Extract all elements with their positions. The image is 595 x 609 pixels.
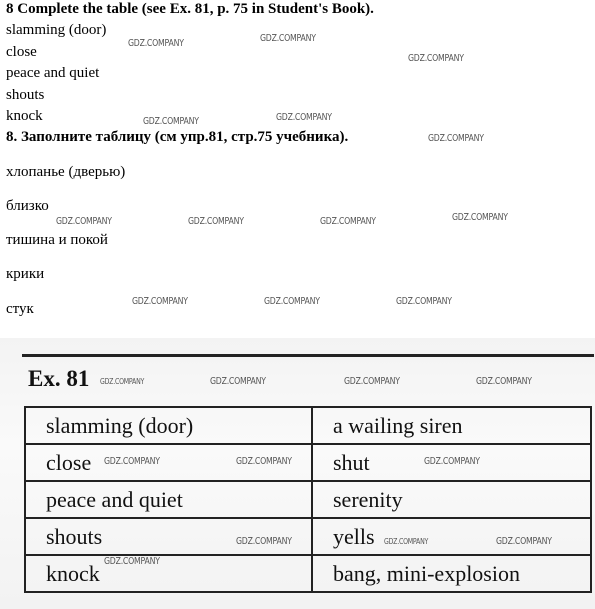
watermark: GDZ.COMPANY: [236, 536, 292, 547]
watermark: GDZ.COMPANY: [128, 38, 184, 49]
watermark: GDZ.COMPANY: [132, 296, 188, 307]
table-cell: slamming (door): [25, 407, 312, 444]
watermark: GDZ.COMPANY: [236, 456, 292, 467]
table-cell: bang, mini-explosion: [312, 555, 591, 592]
table-cell: yells: [312, 518, 591, 555]
exercise-title: Ex. 81: [28, 366, 90, 391]
table-cell: serenity: [312, 481, 591, 518]
watermark: GDZ.COMPANY: [320, 216, 376, 227]
watermark: GDZ.COMPANY: [143, 116, 199, 127]
table-cell: peace and quiet: [25, 481, 312, 518]
english-heading: 8 Complete the table (see Ex. 81, p. 75 in Student's Book).: [6, 1, 374, 17]
watermark: GDZ.COMPANY: [104, 456, 160, 467]
watermark: GDZ.COMPANY: [104, 556, 160, 567]
watermark: GDZ.COMPANY: [496, 536, 552, 547]
watermark: GDZ.COMPANY: [344, 376, 400, 387]
watermark: GDZ.COMPANY: [56, 216, 112, 227]
english-item: knock: [6, 108, 43, 124]
english-item: shouts: [6, 87, 45, 103]
russian-item: стук: [6, 301, 34, 317]
watermark: GDZ.COMPANY: [408, 53, 464, 64]
table-cell: shut: [312, 444, 591, 481]
watermark: GDZ.COMPANY: [384, 537, 429, 546]
watermark: GDZ.COMPANY: [452, 212, 508, 223]
table-cell: close: [25, 444, 312, 481]
watermark: GDZ.COMPANY: [424, 456, 480, 467]
watermark: GDZ.COMPANY: [100, 377, 145, 386]
table-row: [25, 407, 591, 444]
watermark: GDZ.COMPANY: [260, 33, 316, 44]
watermark: GDZ.COMPANY: [276, 112, 332, 123]
watermark: GDZ.COMPANY: [188, 216, 244, 227]
table-row: [25, 481, 591, 518]
watermark: GDZ.COMPANY: [428, 133, 484, 144]
english-item: slamming (door): [6, 22, 107, 38]
watermark: GDZ.COMPANY: [396, 296, 452, 307]
table-cell: knock: [25, 555, 312, 592]
russian-heading: 8. Заполните таблицу (см упр.81, стр.75 учебника).: [6, 129, 349, 145]
russian-item: близко: [6, 198, 49, 214]
table-cell: shouts: [25, 518, 312, 555]
russian-item: тишина и покой: [6, 232, 108, 248]
watermark: GDZ.COMPANY: [476, 376, 532, 387]
watermark: GDZ.COMPANY: [264, 296, 320, 307]
russian-item: крики: [6, 266, 45, 282]
english-item: peace and quiet: [6, 65, 100, 81]
watermark: GDZ.COMPANY: [210, 376, 266, 387]
horizontal-rule: [22, 354, 594, 357]
english-item: close: [6, 44, 37, 60]
table-cell: a wailing siren: [312, 407, 591, 444]
russian-item: хлопанье (дверью): [6, 164, 126, 180]
